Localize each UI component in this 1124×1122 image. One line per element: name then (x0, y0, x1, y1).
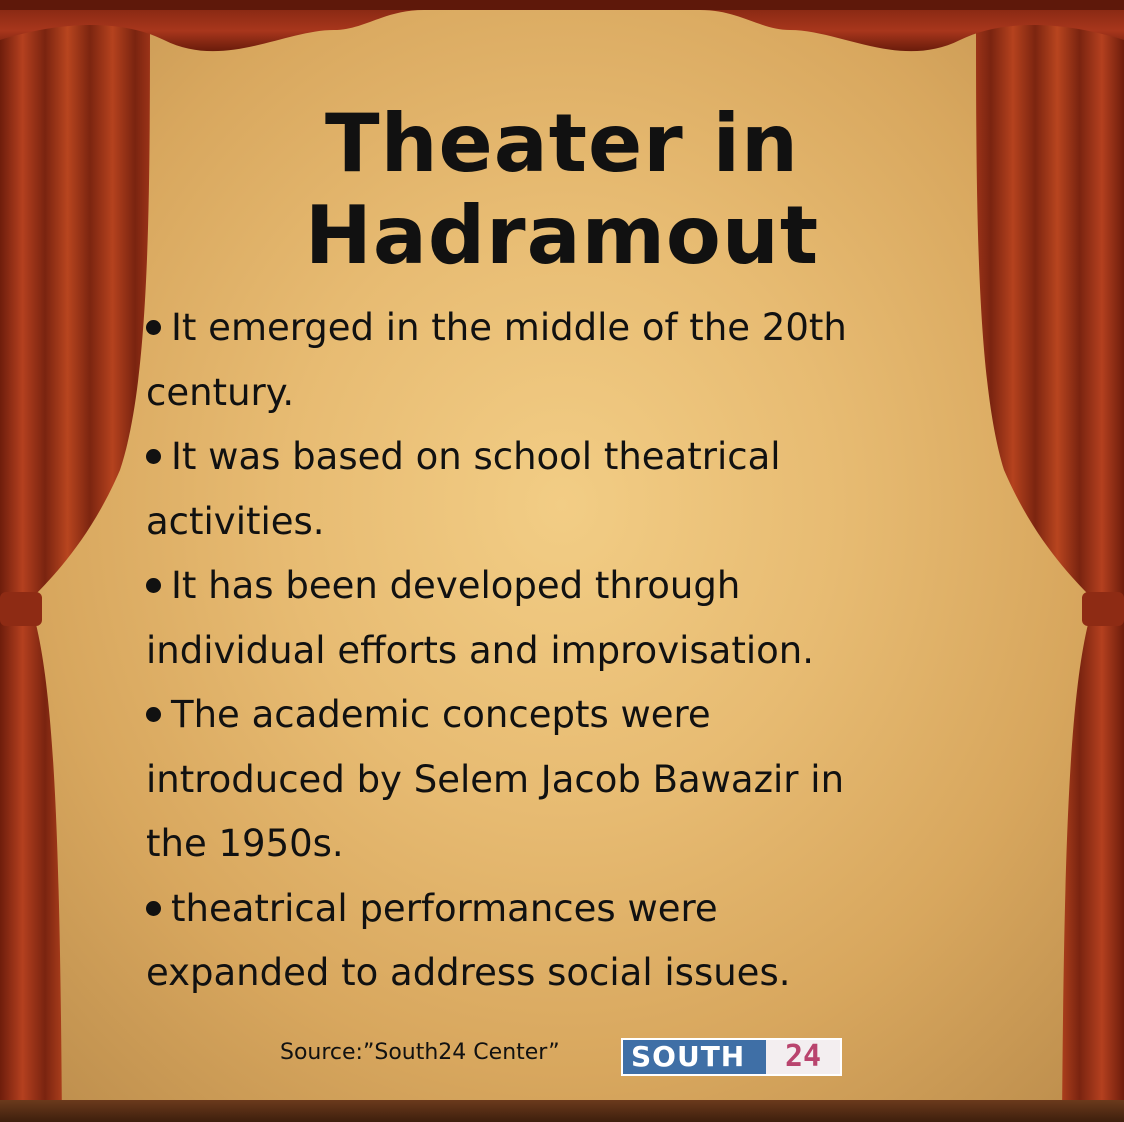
title-line-1: Theater in (325, 97, 799, 190)
bullet-text: century. (146, 370, 295, 414)
bullet-item (146, 425, 946, 554)
bullet-dot-icon (146, 578, 161, 593)
bullet-text: theatrical performances were (171, 886, 718, 930)
logo-word: SOUTH (623, 1040, 766, 1074)
bullet-text: The academic concepts were (171, 693, 711, 736)
bullet-text: expanded to address social issues. (146, 951, 791, 994)
title-line-2: Hadramout (304, 189, 820, 282)
bullet-text: individual efforts and improvisation. (146, 628, 814, 672)
south24-logo (621, 1038, 842, 1076)
bullet-list (146, 296, 946, 1006)
bullet-dot-icon (146, 901, 161, 916)
bullet-item (146, 877, 946, 1006)
bullet-dot-icon (146, 320, 161, 335)
logo-number: 24 (766, 1040, 840, 1074)
bullet-text: introduced by Selem Jacob Bawazir in (146, 757, 845, 801)
bullet-text: the 1950s. (146, 822, 344, 865)
bullet-text: It has been developed through (171, 564, 741, 607)
source-credit: Source:”South24 Center” (280, 1040, 560, 1065)
bullet-dot-icon (146, 707, 161, 722)
bullet-text: It was based on school theatrical (171, 435, 781, 478)
bullet-item (146, 296, 946, 425)
bullet-dot-icon (146, 449, 161, 464)
bullet-item (146, 554, 946, 683)
bullet-text: It emerged in the middle of the 20th (171, 306, 847, 349)
stage-floor (0, 1100, 1124, 1122)
bullet-item (146, 683, 946, 877)
bullet-text: activities. (146, 499, 325, 543)
